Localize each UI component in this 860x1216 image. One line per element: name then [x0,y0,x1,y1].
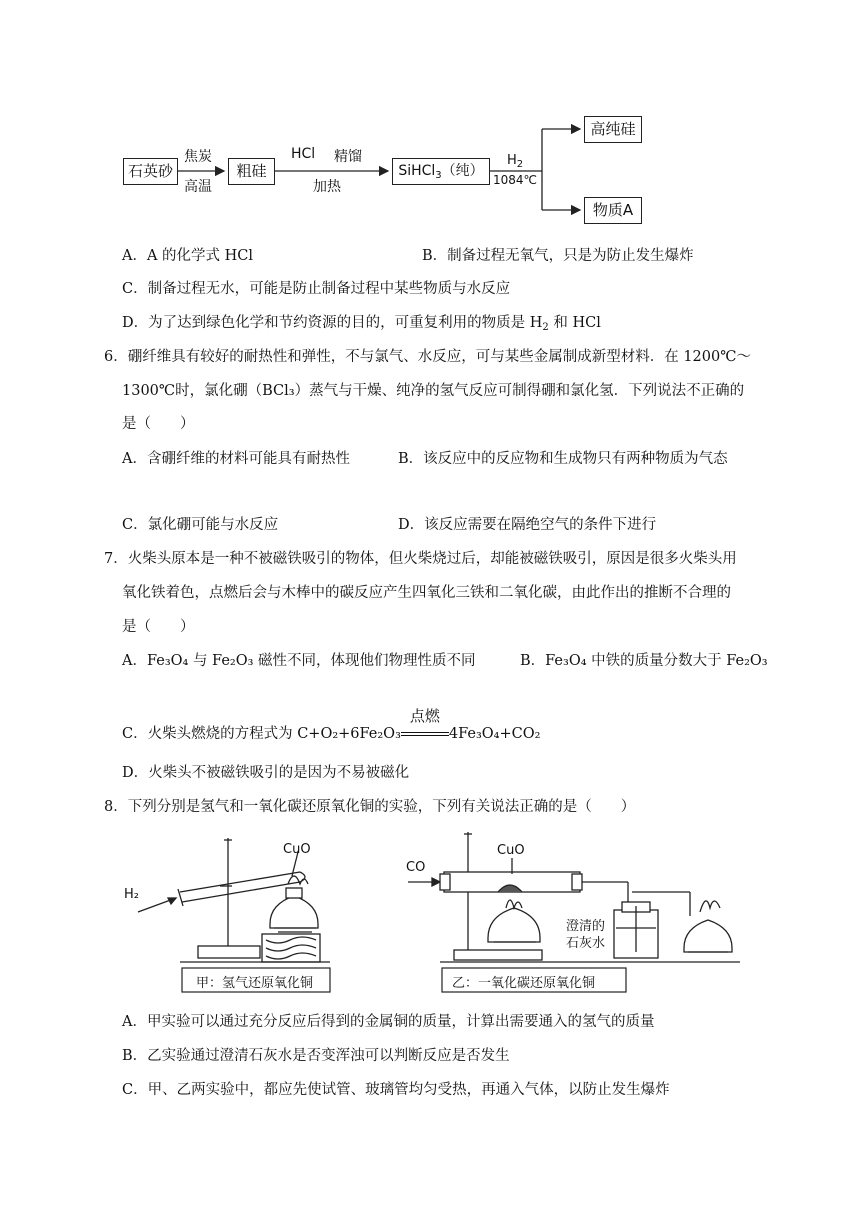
flow-box-sihcl3: SiHCl$_3$（纯） [392,158,490,185]
q5-option-b: B．制备过程无氧气，只是为防止发生爆炸 [422,248,694,264]
q7-option-d: D．火柴头不被磁铁吸引的是因为不易被磁化 [122,765,410,781]
fig-left-caption: 甲：氢气还原氧化铜 [196,976,314,991]
q5-option-c: C．制备过程无水，可能是防止制备过程中某些物质与水反应 [122,281,511,297]
q5-option-d: D．为了达到绿色化学和节约资源的目的，可重复利用的物质是 $H_2$ 和 HCl [122,315,601,333]
q6-stem-line3: 是（ ） [122,416,195,432]
q7-option-b: B．Fe₃O₄ 中铁的质量分数大于 Fe₂O₃ [520,653,768,669]
flow-condition-high-temp: 高温 [184,179,212,195]
q8-option-c: C．甲、乙两实验中，都应先使试管、玻璃管均匀受热，再通入气体，以防止发生爆炸 [122,1082,670,1098]
q5-option-a: A．A 的化学式 HCl [122,248,254,264]
fig-right-limewater-label-2: 石灰水 [566,936,606,951]
flow-box-crude-si: 粗硅 [228,158,275,185]
reaction-condition-arrow: 点燃 [401,724,449,744]
flow-box-substance-a: 物质A [584,197,642,224]
q8-stem: 8．下列分别是氢气和一氧化碳还原氧化铜的实验，下列有关说法正确的是（ ） [104,799,636,815]
q8-option-a: A．甲实验可以通过充分反应后得到的金属铜的质量，计算出需要通入的氢气的质量 [122,1014,655,1030]
fig-right-cuo-label: CuO [497,843,525,858]
fig-right-limewater-label-1: 澄清的 [566,919,606,934]
q6-option-a: A．含硼纤维的材料可能具有耐热性 [122,451,350,467]
flow-condition-distill: 精馏 [334,149,362,165]
fig-left-cuo-label: CuO [283,842,311,857]
flow-condition-hcl: HCl [291,146,316,162]
flow-condition-heat: 加热 [313,179,341,195]
q6-option-b: B．该反应中的反应物和生成物只有两种物质为气态 [398,451,728,467]
q7-option-c: C．火柴头燃烧的方程式为 C+O₂+6Fe₂O₃ 点燃 4Fe₃O₄+CO₂ [122,707,541,742]
q6-stem-line1: 6．硼纤维具有较好的耐热性和弹性，不与氯气、水反应，可与某些金属制成新型材料．在 1200℃～ [104,349,751,365]
q7-stem-line2: 氧化铁着色，点燃后会与木棒中的碳反应产生四氧化三铁和二氧化碳，由此作出的推断不合理的 [122,585,731,601]
q6-option-d: D．该反应需要在隔绝空气的条件下进行 [398,517,657,533]
q7-stem-line3: 是（ ） [122,619,195,635]
fig-right-caption: 乙：一氧化碳还原氧化铜 [452,976,596,991]
q7-option-a: A．Fe₃O₄ 与 Fe₂O₃ 磁性不同，体现他们物理性质不同 [122,653,476,669]
flow-box-pure-si: 高纯硅 [584,116,642,143]
flow-condition-temp: 1084℃ [493,173,538,187]
q6-stem-line2: 1300℃时，氯化硼（BCl₃）蒸气与干燥、纯净的氢气反应可制得硼和氯化氢．下列说法不正确的 [122,383,745,399]
flowchart-arrows [0,0,860,240]
fig-right-co-label: CO [406,860,426,875]
flow-box-quartz: 石英砂 [123,158,178,185]
q8-option-b: B．乙实验通过澄清石灰水是否变浑浊可以判断反应是否发生 [122,1048,510,1064]
q7-stem-line1: 7．火柴头原本是一种不被磁铁吸引的物体，但火柴烧过后，却能被磁铁吸引，原因是很多火柴头用 [104,551,737,567]
flow-condition-h2: $H_2$ [507,153,524,170]
fig-left-h2-label: H₂ [124,887,139,902]
flow-condition-coke: 焦炭 [184,149,212,165]
q6-option-c: C．氯化硼可能与水反应 [122,517,279,533]
